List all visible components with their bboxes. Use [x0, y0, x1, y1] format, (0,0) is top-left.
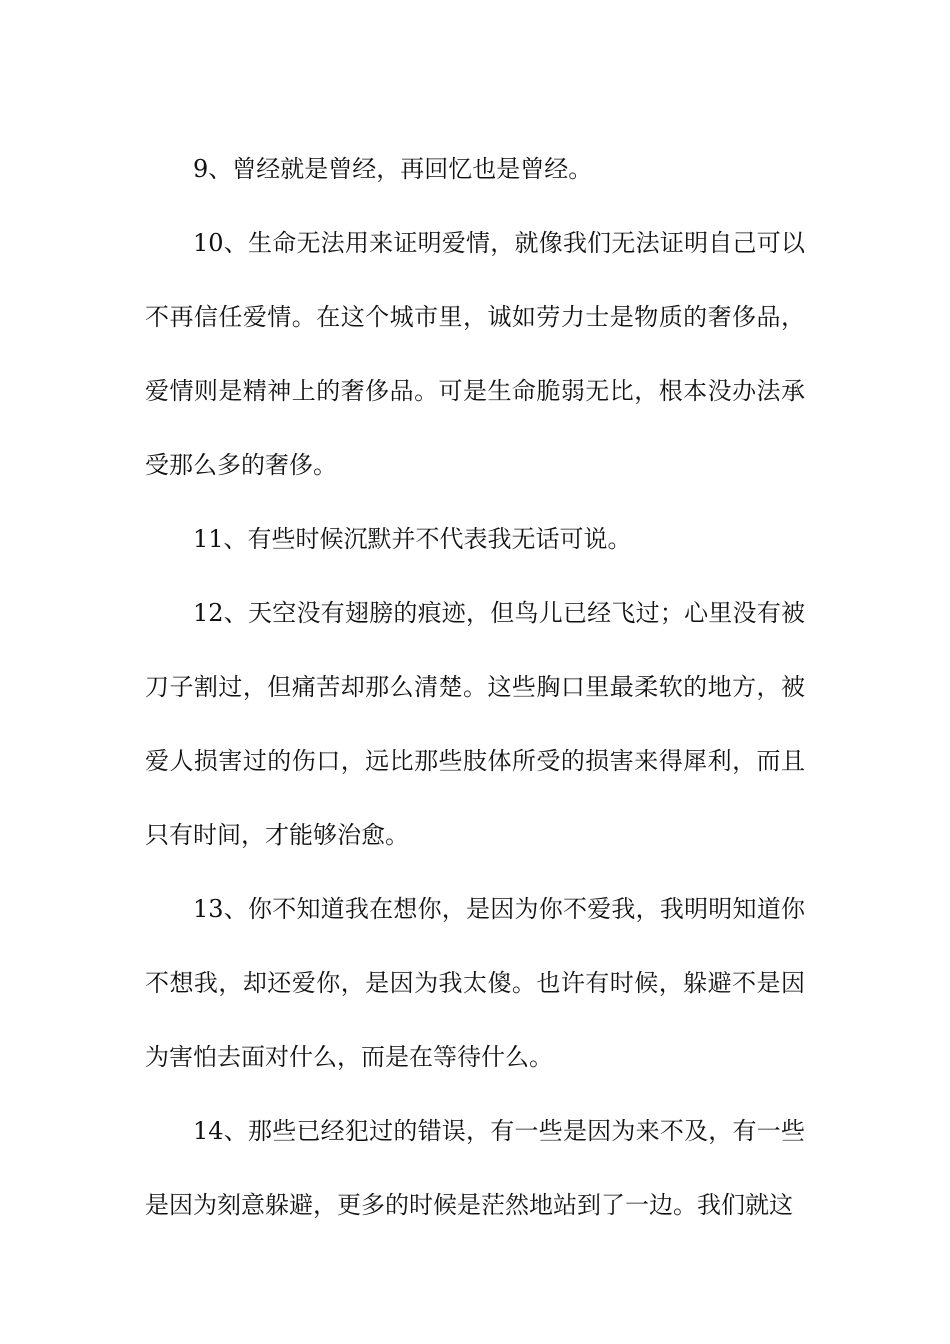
paragraph-11: 11、有些时候沉默并不代表我无话可说。 — [193, 525, 632, 553]
paragraph-12: 12、天空没有翅膀的痕迹，但鸟儿已经飞过；心里没有被刀子割过，但痛苦却那么清楚。这些胸口里最柔软的地方，被爱人损害过的伤口，远比那些肢体所受的损害来得犀利，而且只有时间，才能够治愈。 — [145, 599, 805, 849]
document-body — [145, 132, 805, 1242]
paragraph-9: 9、曾经就是曾经，再回忆也是曾经。 — [193, 155, 593, 183]
paragraph-14: 14、那些已经犯过的错误，有一些是因为来不及，有一些是因为刻意躲避，更多的时候是茫然地站到了一边。我们就这 — [145, 1117, 805, 1219]
paragraph-10: 10、生命无法用来证明爱情，就像我们无法证明自己可以不再信任爱情。在这个城市里，诚如劳力士是物质的奢侈品，爱情则是精神上的奢侈品。可是生命脆弱无比，根本没办法承受那么多的奢侈。 — [145, 229, 805, 479]
paragraph-13: 13、你不知道我在想你，是因为你不爱我，我明明知道你不想我，却还爱你，是因为我太傻。也许有时候，躲避不是因为害怕去面对什么，而是在等待什么。 — [145, 895, 805, 1071]
